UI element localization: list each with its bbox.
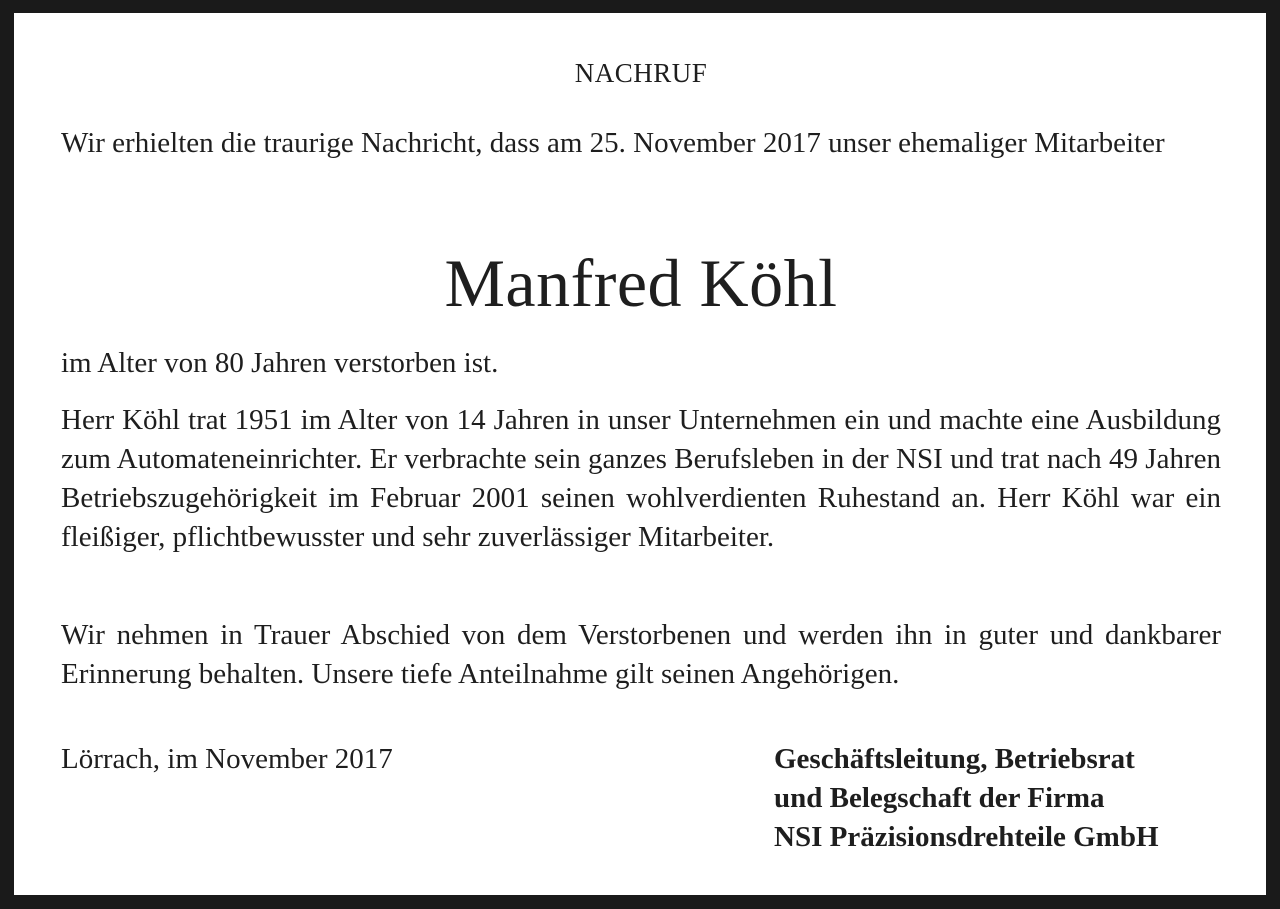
signature-line: NSI Präzisionsdrehteile GmbH bbox=[774, 821, 1159, 853]
intro-text: Wir erhielten die traurige Nachricht, dass am 25. November 2017 unser ehemaliger Mitarbeiter bbox=[61, 127, 1165, 159]
notice-heading: NACHRUF bbox=[574, 58, 708, 88]
place-date: Lörrach, im November 2017 bbox=[61, 743, 393, 775]
signature-block bbox=[774, 740, 1221, 857]
signature-line: und Belegschaft der Firma bbox=[774, 782, 1105, 814]
obituary-notice bbox=[14, 13, 1266, 895]
biography-paragraph: Herr Köhl trat 1951 im Alter von 14 Jahren in unser Unternehmen ein und machte eine Ausbildung zum Automateneinrichter. Er verbrachte sein ganzes Berufsleben in der NSI und trat nach 49 Jahren Betriebszugehörigkeit im Februar 2001 seinen wohlverdienten Ruhestand an. Herr Köhl war ein fleißiger, pflichtbewusster und sehr zuverlässiger Mitarbeiter. bbox=[61, 404, 1221, 553]
age-line: im Alter von 80 Jahren verstorben ist. bbox=[61, 347, 499, 379]
signature-line: Geschäftsleitung, Betriebsrat bbox=[774, 743, 1135, 775]
deceased-name: Manfred Köhl bbox=[444, 245, 838, 321]
farewell-paragraph: Wir nehmen in Trauer Abschied von dem Verstorbenen und werden ihn in guter und dankbarer Erinnerung behalten. Unsere tiefe Anteilnahme gilt seinen Angehörigen. bbox=[61, 619, 1221, 690]
